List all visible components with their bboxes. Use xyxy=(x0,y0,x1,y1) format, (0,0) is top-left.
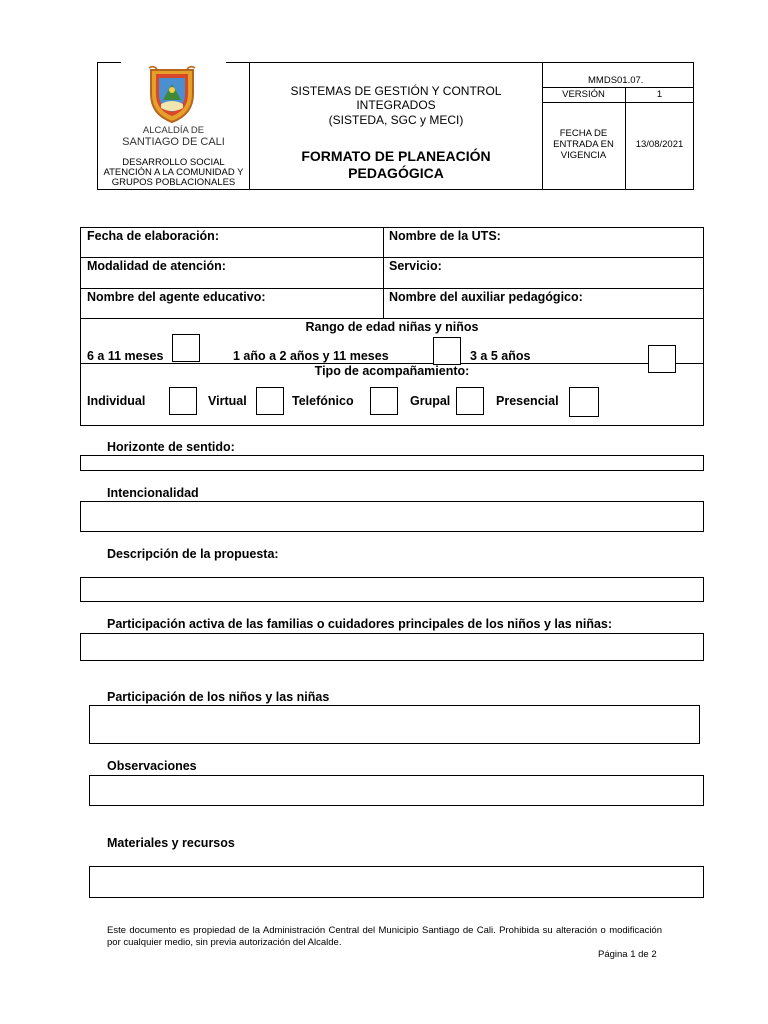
system-title-line2: INTEGRADOS xyxy=(356,98,436,112)
horizonte-field[interactable] xyxy=(80,455,704,471)
effective-date-label-3: VIGENCIA xyxy=(560,150,607,161)
tipo-virtual-label: Virtual xyxy=(208,394,247,408)
participacion-ninos-label: Participación de los niños y las niñas xyxy=(107,690,330,704)
tipo-grupal-checkbox[interactable] xyxy=(456,387,484,415)
document-code: MMDS01.07. xyxy=(588,75,644,86)
form-title-line1: FORMATO DE PLANEACIÓN xyxy=(301,148,491,164)
coat-of-arms-logo xyxy=(143,64,201,124)
servicio-label: Servicio: xyxy=(389,259,442,273)
dept-line2: ATENCIÓN A LA COMUNIDAD Y xyxy=(103,167,244,178)
org-line1: ALCALDÍA DE xyxy=(142,125,205,136)
rango-edad-title: Rango de edad niñas y niños xyxy=(305,320,479,334)
org-line2: SANTIAGO DE CALI xyxy=(122,136,225,148)
observaciones-field[interactable] xyxy=(89,775,704,806)
effective-date-label-1: FECHA DE xyxy=(559,128,608,139)
system-title-line1: SISTEMAS DE GESTIÓN Y CONTROL xyxy=(290,84,502,98)
participacion-familias-field[interactable] xyxy=(80,633,704,661)
auxiliar-pedagogico-label: Nombre del auxiliar pedagógico: xyxy=(389,290,583,304)
rango-1-2-checkbox[interactable] xyxy=(433,337,461,365)
effective-date-label-2: ENTRADA EN xyxy=(553,139,614,150)
agente-educativo-label: Nombre del agente educativo: xyxy=(87,290,266,304)
tipo-presencial-checkbox[interactable] xyxy=(569,387,599,417)
tipo-grupal-label: Grupal xyxy=(410,394,451,408)
tipo-acompanamiento-title: Tipo de acompañamiento: xyxy=(314,364,470,378)
rango-6-11-checkbox[interactable] xyxy=(172,334,200,362)
tipo-individual-label: Individual xyxy=(87,394,146,408)
rango-option-6-11-label: 6 a 11 meses xyxy=(87,349,164,363)
descripcion-label: Descripción de la propuesta: xyxy=(107,547,279,561)
ownership-notice: Este documento es propiedad de la Administración Central del Municipio Santiago de Cali. Prohibida su alteración o modificación por cualquier medio, sin previa autorización del Alcalde. xyxy=(107,925,662,948)
fecha-elaboracion-label: Fecha de elaboración: xyxy=(87,229,219,243)
participacion-ninos-field[interactable] xyxy=(89,705,700,744)
rango-option-3-5-label: 3 a 5 años xyxy=(470,349,531,363)
observaciones-label: Observaciones xyxy=(107,759,197,773)
modalidad-label: Modalidad de atención: xyxy=(87,259,226,273)
tipo-virtual-checkbox[interactable] xyxy=(256,387,284,415)
form-title-line2: PEDAGÓGICA xyxy=(348,165,444,181)
horizonte-label: Horizonte de sentido: xyxy=(107,440,235,454)
page-number: Página 1 de 2 xyxy=(598,949,657,960)
participacion-familias-label: Participación activa de las familias o cuidadores principales de los niños y las niñas: xyxy=(107,617,613,631)
materiales-field[interactable] xyxy=(89,866,704,898)
effective-date-value: 13/08/2021 xyxy=(635,139,684,150)
tipo-telefonico-checkbox[interactable] xyxy=(370,387,398,415)
tipo-individual-checkbox[interactable] xyxy=(169,387,197,415)
dept-line3: GRUPOS POBLACIONALES xyxy=(111,177,236,188)
version-value: 1 xyxy=(656,89,663,100)
rango-option-1-2-label: 1 año a 2 años y 11 meses xyxy=(233,349,389,363)
tipo-presencial-label: Presencial xyxy=(496,394,559,408)
version-label: VERSIÓN xyxy=(562,89,605,100)
intencionalidad-label: Intencionalidad xyxy=(107,486,199,500)
tipo-telefonico-label: Telefónico xyxy=(292,394,354,408)
materiales-label: Materiales y recursos xyxy=(107,836,235,850)
dept-line1: DESARROLLO SOCIAL xyxy=(122,157,225,168)
descripcion-field[interactable] xyxy=(80,577,704,602)
system-title-line3: (SISTEDA, SGC y MECI) xyxy=(328,113,464,127)
nombre-uts-label: Nombre de la UTS: xyxy=(389,229,501,243)
intencionalidad-field[interactable] xyxy=(80,501,704,532)
